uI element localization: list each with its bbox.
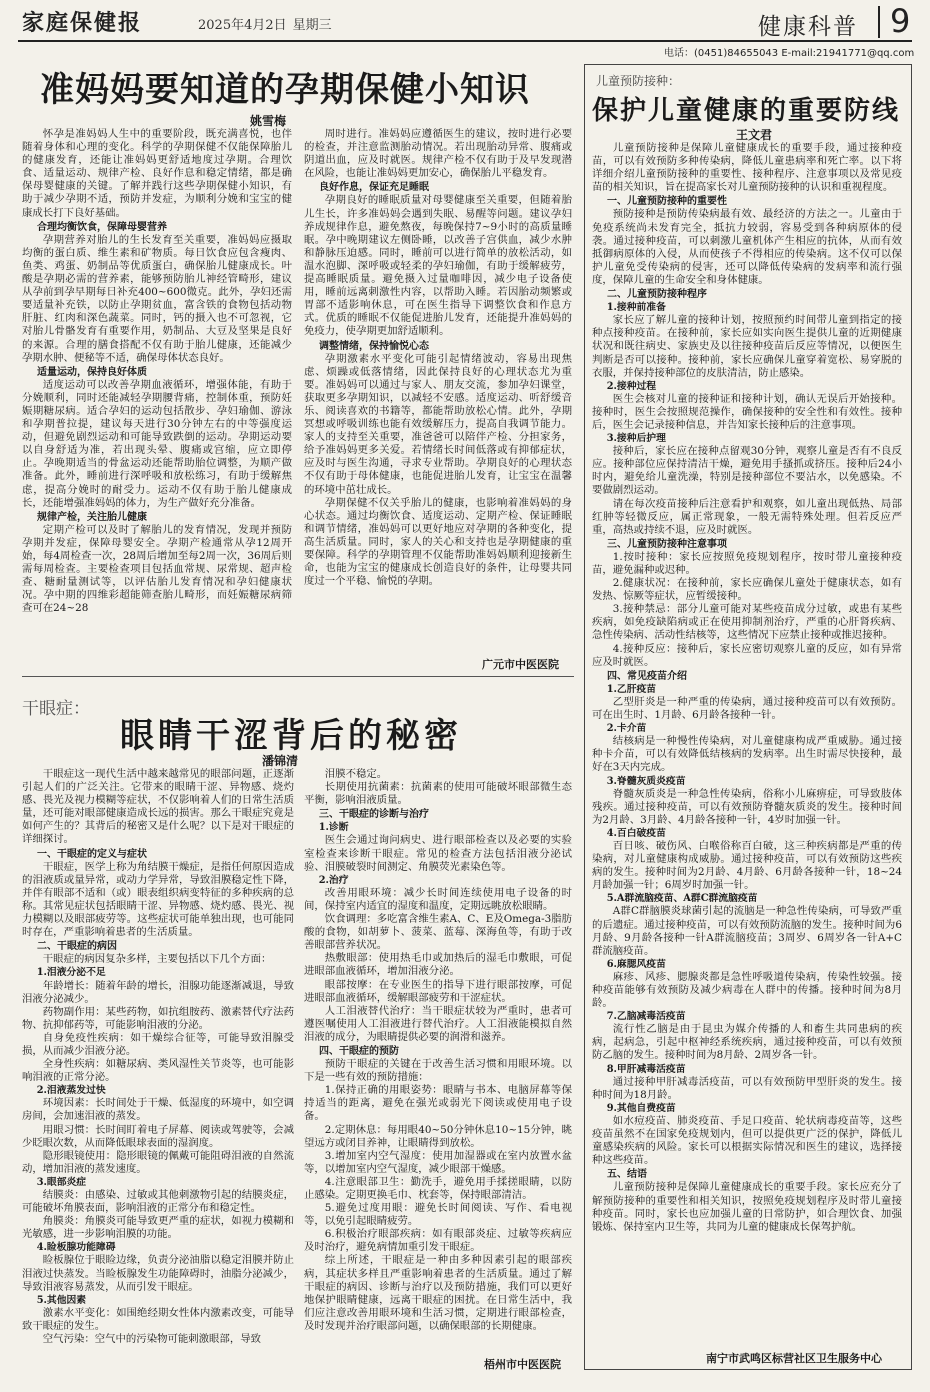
article2-title: 眼睛干涩背后的秘密 xyxy=(120,716,462,756)
issue-date xyxy=(198,14,332,33)
paragraph: 饮食调理：多吃富含维生素A、C、E及Omega-3脂肪酸的食物，如胡萝卜、菠菜、蓝莓、深海鱼等，有助于改善眼部营养状况。 xyxy=(304,913,572,952)
article1-source: 广元市中医医院 xyxy=(482,658,559,671)
subheading: 二、干眼症的病因 xyxy=(37,941,117,953)
paragraph: 环境因素：长时间处于干燥、低湿度的环境中，如空调房间，会加速泪液的蒸发。 xyxy=(22,1097,294,1123)
numbered-heading: 3.脊髓灰质炎疫苗 xyxy=(606,775,686,787)
article1-title: 准妈妈要知道的孕期保健小知识 xyxy=(40,70,530,110)
numbered-heading: 1.接种前准备 xyxy=(606,302,666,314)
paragraph: 干眼症，医学上称为角结膜干燥症，是指任何原因造成的泪液质或量异常，或动力学异常，导致泪膜稳定性下降，并伴有眼部不适和（或）眼表组织病变特征的多种疾病的总称。其常见症状包括眼睛干涩、异物感、烧灼感、畏光、视力模糊以及眼部疲劳等。这些症状可能单独出现，也可能同时存在，严重影响着患者的生活质量。 xyxy=(22,860,294,939)
issue-date-text: 2025年4月2日 xyxy=(198,18,287,33)
paragraph: 用眼习惯：长时间盯着电子屏幕、阅读或驾驶等，会减少眨眼次数，从而降低眼球表面的湿润度。 xyxy=(22,1123,294,1149)
paragraph: 周时进行。准妈妈应遵循医生的建议，按时进行必要的检查，并注意监测胎动情况。若出现胎动异常、腹痛或阴道出血，应及时就医。规律产检不仅有助于及早发现潜在风险，也能让准妈妈更加安心，确保胎儿平稳发育。 xyxy=(304,128,572,180)
numbered-heading: 9.其他自费疫苗 xyxy=(606,1102,676,1114)
paragraph: 年龄增长：随着年龄的增长，泪腺功能逐渐减退，导致泪液分泌减少。 xyxy=(22,979,294,1005)
paragraph: 流行性乙脑是由于昆虫为媒介传播的人和畜生共同患病的疾病，起病急，引起中枢神经系统疾病，通过接种疫苗，可以有效预防乙脑的发生。接种时间为8月龄、2周岁各一针。 xyxy=(592,1023,902,1062)
article3-source: 南宁市武鸣区标营社区卫生服务中心 xyxy=(706,1352,882,1365)
paragraph: 医生会通过询问病史、进行眼部检查以及必要的实验室检查来诊断干眼症。常见的检查方法包括泪液分泌试验、泪膜破裂时间测定、角膜荧光素染色等。 xyxy=(304,834,572,873)
contact-info: 电话：(0451)84655043 E-mail:21941771@qq.com xyxy=(664,48,915,59)
paragraph: 睑板腺位于眼睑边缘，负责分泌油脂以稳定泪膜并防止泪液过快蒸发。当睑板腺发生功能障碍时，油脂分泌减少，导致泪液容易蒸发，从而引发干眼症。 xyxy=(22,1254,294,1293)
numbered-heading: 1.泪液分泌不足 xyxy=(36,967,106,979)
article3-title: 保护儿童健康的重要防线 xyxy=(592,96,901,126)
paragraph: 长期使用抗菌素：抗菌素的使用可能破坏眼部微生态平衡，影响泪液质量。 xyxy=(304,781,572,807)
paragraph: 激素水平变化：如围绝经期女性体内激素改变，可能导致干眼症的发生。 xyxy=(22,1306,294,1332)
paragraph: 通过接种甲肝减毒活疫苗，可以有效预防甲型肝炎的发生。接种时间为18月龄。 xyxy=(592,1075,902,1101)
subheading: 合理均衡饮食，保障母婴营养 xyxy=(37,221,167,233)
numbered-heading: 5.A群流脑疫苗、A群C群流脑疫苗 xyxy=(606,893,758,905)
paragraph: 儿童预防接种是保障儿童健康成长的重要手段。家长应充分了解预防接种的重要性和相关知识，按照免疫规划程序及时带儿童接种疫苗。同时，家长也应加强儿童的日常防护，如合理饮食、加强锻炼、保持室内卫生等，共同为儿童的健康成长保驾护航。 xyxy=(592,1181,902,1233)
numbered-heading: 5.其他因素 xyxy=(36,1294,87,1306)
subheading: 规律产检，关注胎儿健康 xyxy=(37,511,147,523)
paragraph: 医生会核对儿童的接种证和接种计划，确认无误后开始接种。接种时，医生会按照规范操作，确保接种的安全性和有效性。接种后，医生会记录接种信息，并告知家长接种后的注意事项。 xyxy=(592,392,902,431)
article1-left-column xyxy=(22,128,292,670)
paragraph: 人工泪液替代治疗：当干眼症状较为严重时，患者可遵医嘱使用人工泪液进行替代治疗。人工泪液能模拟自然泪液的成分，为眼睛提供必要的润滑和滋养。 xyxy=(304,1004,572,1043)
numbered-heading: 8.甲肝减毒活疫苗 xyxy=(606,1063,686,1075)
subheading: 一、干眼症的定义与症状 xyxy=(37,848,147,860)
subheading: 二、儿童预防接种程序 xyxy=(607,289,707,301)
article2-right-column xyxy=(304,768,572,1354)
paragraph: 预防接种是预防传染病最有效、最经济的方法之一。儿童由于免疫系统尚未发育完全，抵抗力较弱，容易受到各种病原体的侵袭。通过接种疫苗，可以刺激儿童机体产生相应的抗体，从而有效抵御病原体的入侵，从而使孩子不得相应的传染病。这不仅可以保护儿童免受传染病的侵害，还可以降低传染病的发病率和流行强度，保障儿童的生命安全和身体健康。 xyxy=(592,208,902,286)
masthead xyxy=(18,2,912,40)
paragraph: 空气污染：空气中的污染物可能刺激眼部，导致 xyxy=(42,1333,261,1346)
numbered-heading: 1.乙肝疫苗 xyxy=(606,683,657,695)
paragraph: 热敷眼部：使用热毛巾或加热后的湿毛巾敷眼，可促进眼部血液循环，增加泪液分泌。 xyxy=(304,952,572,978)
numbered-heading: 2.泪液蒸发过快 xyxy=(36,1085,106,1097)
article1-right-column xyxy=(304,128,572,674)
paragraph: 儿童预防接种是保障儿童健康成长的重要手段，通过接种疫苗，可以有效预防多种传染病，降低儿童患病率和死亡率。以下将详细介绍儿童预防接种的重要性、接种程序、注意事项以及常见疫苗的相关知识，旨在提高家长对儿童预防接种的认识和重视程度。 xyxy=(592,142,902,194)
article3-kicker: 儿童预防接种： xyxy=(596,74,681,88)
paragraph: 结膜炎：由感染、过敏或其他刺激物引起的结膜炎症，可能破坏角膜表面，影响泪液的正常分布和稳定性。 xyxy=(22,1189,294,1215)
paragraph: 全身性疾病：如糖尿病、类风湿性关节炎等，也可能影响泪液的正常分泌。 xyxy=(22,1058,294,1084)
numbered-heading: 2.治疗 xyxy=(318,874,349,886)
paragraph: 3.增加室内空气湿度：使用加湿器或在室内放置水盆等，以增加室内空气湿度，减少眼部干燥感。 xyxy=(304,1149,572,1175)
article2-author: 潘锦清 xyxy=(262,754,299,768)
paragraph: 如水痘疫苗、肺炎疫苗、手足口疫苗、轮状病毒疫苗等，这些疫苗虽然不在国家免疫规划内，但可以提供更广泛的保护，降低儿童感染疾病的风险。家长可以根据实际情况和医生的建议，选择接种这些疫苗。 xyxy=(592,1114,902,1167)
subheading: 三、干眼症的诊断与治疗 xyxy=(319,809,429,821)
top-rule xyxy=(18,40,912,42)
article2-kicker: 干眼症： xyxy=(22,699,90,719)
paragraph: 预防干眼症的关键在于改善生活习惯和用眼环境。以下是一些有效的预防措施： xyxy=(304,1058,572,1084)
subheading: 三、儿童预防接种注意事项 xyxy=(607,538,727,550)
paragraph: 改善用眼环境：减少长时间连续使用电子设备的时间，保持室内适宜的湿度和温度，定期远眺放松眼睛。 xyxy=(304,886,572,912)
paragraph: 乙型肝炎是一种严重的传染病，通过接种疫苗可以有效预防。可在出生时、1月龄、6月龄各接种一针。 xyxy=(592,695,902,722)
numbered-heading: 1.诊断 xyxy=(318,822,349,834)
section-divider xyxy=(22,676,574,677)
paragraph: 孕期保健不仅关乎胎儿的健康，也影响着准妈妈的身心状态。通过均衡饮食、适度运动、定期产检、保证睡眠和调节情绪，准妈妈可以更好地应对孕期的各种变化，提高生活质量。同时，家人的关心和支持也是孕期健康的重要保障。科学的孕期管理不仅能帮助准妈妈顺利迎接新生命，也能为宝宝的健康成长创造良好的条件，让母婴共同度过一个平稳、愉悦的孕期。 xyxy=(304,496,572,588)
paragraph: 家长应了解儿童的接种计划，按照预约时间带儿童到指定的接种点接种疫苗。在接种前，家长应如实向医生提供儿童的近期健康状况和既往病史、家族史及以往接种疫苗后反应等情况，以便医生判断是否可以接种。接种前，家长应确保儿童穿着宽松、易穿脱的衣服，并保持接种部位的皮肤清洁，防止感染。 xyxy=(592,314,902,379)
paragraph: 泪膜不稳定。 xyxy=(324,768,388,780)
paragraph: 脊髓灰质炎是一种急性传染病，俗称小儿麻痹症，可导致肢体残疾。通过接种疫苗，可以有效预防脊髓灰质炎的发生。接种时间为2月龄、3月龄、4月龄各接种一针，4岁时加强一针。 xyxy=(592,787,902,826)
subheading: 良好作息，保证充足睡眠 xyxy=(319,182,429,194)
masthead-divider xyxy=(878,6,880,38)
subheading: 四、常见疫苗介绍 xyxy=(607,670,687,682)
paragraph: 眼部按摩：在专业医生的指导下进行眼部按摩，可促进眼部血液循环，缓解眼部疲劳和干涩症状。 xyxy=(304,978,572,1004)
section-name: 健康科普 xyxy=(758,14,858,40)
paragraph: 4.注意眼部卫生：勤洗手，避免用手揉搓眼睛，以防止感染。定期更换毛巾、枕套等，保持眼部清洁。 xyxy=(304,1175,572,1201)
article3-author: 王文君 xyxy=(736,128,773,142)
numbered-heading: 7.乙脑减毒活疫苗 xyxy=(606,1011,686,1023)
paragraph: 怀孕是准妈妈人生中的重要阶段，既充满喜悦，也伴随着身体和心理的变化。科学的孕期保健不仅能保障胎儿的健康发育，还能让准妈妈更舒适地度过孕期。合理饮食、适量运动、规律产检、良好作息和稳定情绪，都是确保母婴健康的关键。了解并践行这些孕期保健小知识，有助于减少孕期不适，预防并发症，为顺利分娩和宝宝的健康成长打下良好基础。 xyxy=(22,128,292,219)
paragraph: 定期产检可以及时了解胎儿的发育情况，发现并预防孕期并发症，保障母婴安全。孕期产检通常从孕12周开始，每4周检查一次，28周后增加至每2周一次，36周后则需每周检查。主要检查项目包括血常规、尿常规、超声检查、糖耐量测试等，以评估胎儿发育情况和孕妇健康状况。孕中期的四维彩超能筛查胎儿畸形，而妊娠糖尿病筛查可在24~28 xyxy=(22,523,292,615)
paragraph: 5.避免过度用眼：避免长时间阅读、写作、看电视等，以免引起眼睛疲劳。 xyxy=(304,1202,572,1228)
paragraph: 结核病是一种慢性传染病，对儿童健康构成严重威胁。通过接种卡介苗，可以有效降低结核病的发病率。出生时需尽快接种，最好在3天内完成。 xyxy=(592,735,902,774)
numbered-heading: 6.麻腮风疫苗 xyxy=(606,958,666,970)
article2-source: 梧州市中医医院 xyxy=(484,1358,561,1371)
paragraph: 孕期良好的睡眠质量对母婴健康至关重要，但随着胎儿生长，许多准妈妈会遇到失眠、易醒等问题。建议孕妇养成规律作息，避免熬夜，每晚保持7~9小时的高质量睡眠。孕中晚期建议左侧卧睡，以改善子宫供血，减少水肿和静脉压迫感。同时，睡前可以进行简单的放松活动，如温水泡脚、深呼吸或轻柔的孕妇瑜伽，有助于缓解疲劳，提高睡眠质量。避免摄入过量咖啡因，减少电子设备使用，睡前远离刺激性内容，以帮助入睡。若因胎动频繁或胃部不适影响休息，可在医生指导下调整饮食和作息方式。优质的睡眠不仅能促进胎儿发育，还能提升准妈妈的免疫力，使孕期更加舒适顺利。 xyxy=(304,194,572,338)
article3-column xyxy=(592,142,902,1346)
paragraph: 3.接种禁忌：部分儿童可能对某些疫苗成分过敏，或患有某些疾病，如免疫缺陷病或正在使用抑制剂治疗，严重的心肝肾疾病、急性传染病、活动性结核等，这些情况下应禁止接种或推迟接种。 xyxy=(592,603,902,642)
article2-left-column xyxy=(22,768,294,1374)
paragraph: A群C群脑膜炎球菌引起的流脑是一种急性传染病，可导致严重的后遗症。通过接种疫苗，可以有效预防流脑的发生。接种时间为6月龄、9月龄各接种一针A群流脑疫苗；3周岁、6周岁各一针A+C群流脑疫苗。 xyxy=(592,905,902,957)
subheading: 调整情绪，保持愉悦心态 xyxy=(319,340,429,352)
article1-author: 姚雪梅 xyxy=(250,114,287,128)
paragraph: 1.保持正确的用眼姿势：眼睛与书本、电脑屏幕等保持适当的距离，避免在强光或弱光下阅读或使用电子设备。 xyxy=(304,1084,572,1123)
paragraph: 孕期激素水平变化可能引起情绪波动，容易出现焦虑、烦躁或低落情绪，因此保持良好的心理状态尤为重要。准妈妈可以通过与家人、朋友交流，参加孕妇课堂，获取更多孕期知识，以减轻不安感。适度运动、听舒缓音乐、阅读喜欢的书籍等，都能帮助放松心情。此外，孕期冥想或呼吸训练也能有效缓解压力，提高自我调节能力。家人的支持至关重要，准爸爸可以陪伴产检、分担家务，给予准妈妈更多关爱。若情绪长时间低落或有抑郁症状，应及时与医生沟通，寻求专业帮助。孕期良好的心理状态不仅有助于母体健康，也能促进胎儿发育，让宝宝在温馨的环境中茁壮成长。 xyxy=(304,352,572,496)
numbered-heading: 4.百白破疫苗 xyxy=(606,827,666,839)
paragraph: 隐形眼镜使用：隐形眼镜的佩戴可能阻碍泪液的自然流动，增加泪液的蒸发速度。 xyxy=(22,1149,294,1175)
paragraph: 请在每次疫苗接种后注意看护和观察，如儿童出现低热、局部红肿等轻微反应，属正常现象，一般无需特殊处理。但若反应严重，高热或持续不退，应及时就医。 xyxy=(592,497,902,536)
paragraph: 干眼症的病因复杂多样，主要包括以下几个方面： xyxy=(42,953,272,966)
paragraph: 麻疹、风疹、腮腺炎都是急性呼吸道传染病，传染性较强。接种疫苗能够有效预防及减少病毒在人群中的传播。接种时间为8月龄。 xyxy=(592,970,902,1010)
subheading: 五、结语 xyxy=(607,1169,647,1181)
numbered-heading: 3.眼部炎症 xyxy=(36,1176,87,1188)
subheading: 一、儿童预防接种的重要性 xyxy=(607,196,727,208)
subheading: 四、干眼症的预防 xyxy=(319,1045,399,1057)
paragraph: 2.健康状况：在接种前，家长应确保儿童处于健康状态，如有发热、惊厥等症状，应暂缓接种。 xyxy=(592,577,902,603)
paragraph: 药物副作用：某些药物，如抗组胺药、激素替代疗法药物、抗抑郁药等，可能影响泪液的分泌。 xyxy=(22,1005,294,1031)
paragraph: 2.定期休息：每用眼40~50分钟休息10~15分钟，眺望远方或闭目养神，让眼睛得到放松。 xyxy=(304,1123,572,1149)
paper-name: 家庭保健报 xyxy=(22,10,143,36)
paragraph: 4.接种反应：接种后，家长应密切观察儿童的反应，如有异常应及时就医。 xyxy=(592,642,902,668)
paragraph: 孕期营养对胎儿的生长发育至关重要，准妈妈应摄取均衡的蛋白质、维生素和矿物质。每日饮食应包含瘦肉、鱼类、鸡蛋、奶制品等优质蛋白，确保胎儿健康成长。叶酸是孕期必需的营养素，能够预防胎儿神经管畸形，建议从孕前到孕早期每日补充400~600微克。此外，孕妇还需要适量补充铁，以防止孕期贫血，富含铁的食物包括动物肝脏、红肉和深色蔬菜。同时，钙的摄入也不可忽视，它对胎儿骨骼发育有重要作用，奶制品、大豆及坚果是良好的来源。合理的膳食搭配不仅有助于胎儿健康，还能减少孕期水肿、便秘等不适，确保母体状态良好。 xyxy=(22,233,292,364)
paragraph: 综上所述，干眼症是一种由多种因素引起的眼部疾病，其症状多样且严重影响着患者的生活质量。通过了解干眼症的病因、诊断与治疗以及预防措施，我们可以更好地保护眼睛健康，远离干眼症的困扰。在日常生活中，我们应注意改善用眼环境和生活习惯，定期进行眼部检查，及时发现并治疗眼部问题，以确保眼部的长期健康。 xyxy=(304,1254,572,1332)
subheading: 适量运动，保持良好体质 xyxy=(37,366,147,378)
numbered-heading: 3.接种后护理 xyxy=(606,433,666,445)
paragraph: 1.按时接种：家长应按照免疫规划程序，按时带儿童接种疫苗，避免漏种或迟种。 xyxy=(592,550,902,576)
paragraph: 百日咳、破伤风、白喉俗称百白破，这三种疾病都是严重的传染病，对儿童健康构成威胁。通过接种疫苗，可以有效预防这些疾病的发生。接种时间为2月龄、4月龄、6月龄各接种一针，18~24月龄加强一针；6周岁时加强一针。 xyxy=(592,839,902,892)
issue-weekday: 星期三 xyxy=(292,18,332,33)
paragraph: 6.积极治疗眼部疾病：如有眼部炎症、过敏等疾病应及时治疗，避免病情加重引发干眼症。 xyxy=(304,1228,572,1254)
paragraph: 干眼症这一现代生活中越来越常见的眼部问题，正逐渐引起人们的广泛关注。它带来的眼睛干涩、异物感、烧灼感、畏光及视力模糊等症状，不仅影响着人们的日常生活质量，还可能对眼部健康造成长远的损害。那么干眼症究竟是如何产生的？其背后的秘密又是什么呢？以下是对干眼症的详细探讨。 xyxy=(22,768,294,846)
numbered-heading: 2.卡介苗 xyxy=(606,723,647,735)
numbered-heading: 2.接种过程 xyxy=(606,380,657,392)
paragraph: 角膜炎：角膜炎可能导致更严重的症状，如视力模糊和光敏感，进一步影响泪膜的功能。 xyxy=(22,1215,294,1241)
page-number: 9 xyxy=(890,2,911,40)
paragraph: 接种后，家长应在接种点留观30分钟，观察儿童是否有不良反应。接种部位应保持清洁干燥，避免用手搔抓或挤压。接种后24小时内，避免给儿童洗澡，特别是接种部位不要沾水，以免感染。不要做剧烈运动。 xyxy=(592,445,902,497)
paragraph: 适度运动可以改善孕期血液循环，增强体能，有助于分娩顺利，同时还能减轻孕期腰背痛，控制体重，预防妊娠期糖尿病。适合孕妇的运动包括散步、孕妇瑜伽、游泳和孕期普拉提，建议每天进行30分钟左右的中等强度运动，但避免剧烈运动和可能导致跌倒的运动。孕期运动要以自身舒适为准，若出现头晕、腹痛或宫缩，应立即停止。孕晚期适当的骨盆运动还能帮助胎位调整，为顺产做准备。此外，睡前进行深呼吸和放松练习，有助于缓解焦虑，提高分娩时的耐受力。运动不仅有助于胎儿健康成长，还能增强准妈妈的体力，为生产做好充分准备。 xyxy=(22,378,292,509)
numbered-heading: 4.睑板腺功能障碍 xyxy=(36,1242,116,1254)
paragraph: 自身免疫性疾病：如干燥综合征等，可能导致泪腺受损，从而减少泪液分泌。 xyxy=(22,1031,294,1057)
